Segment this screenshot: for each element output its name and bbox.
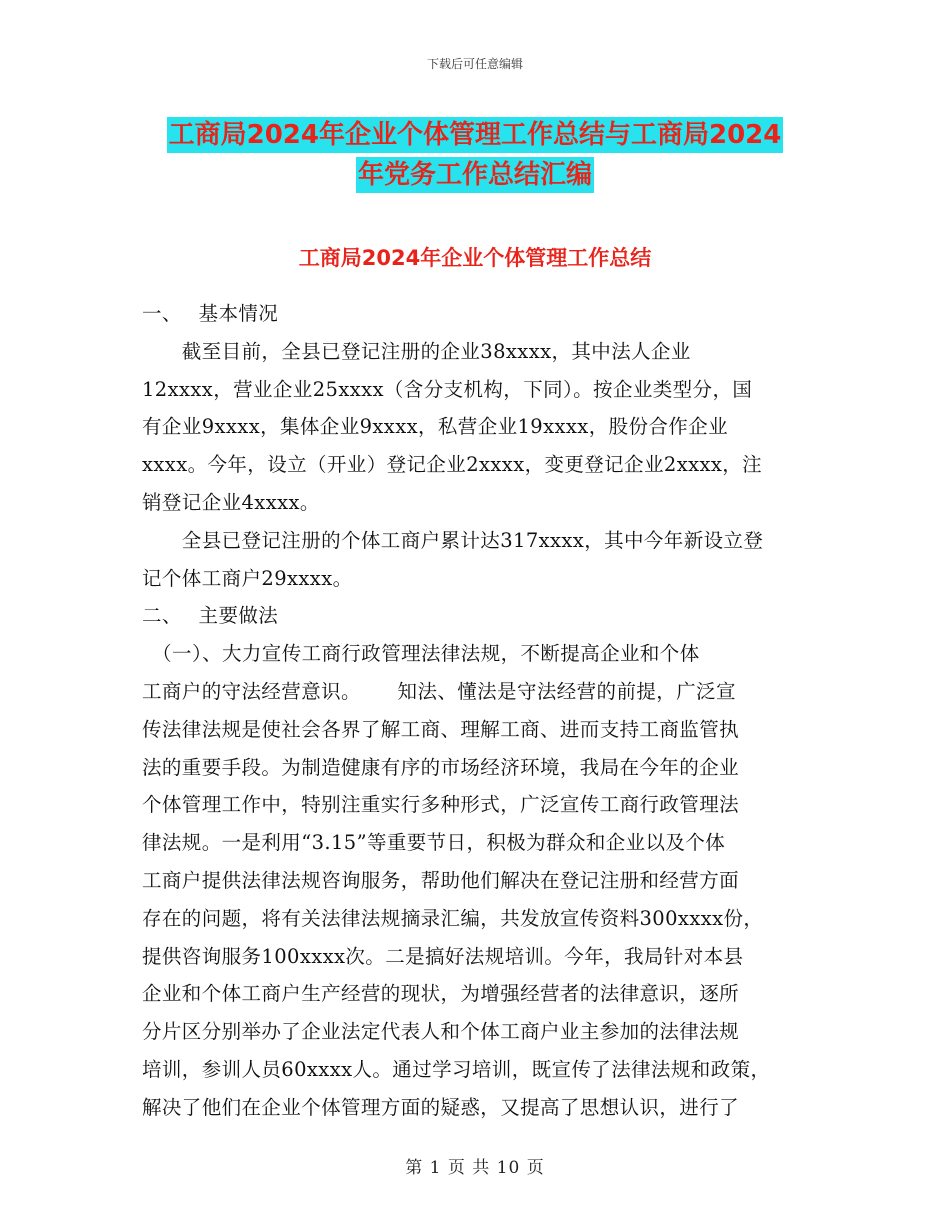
highlighted-title-text: 年党务工作总结汇编 — [356, 157, 594, 193]
body-line: 12xxxx，营业企业25xxxx（含分支机构，下同）。按企业类型分，国 — [142, 377, 753, 401]
body-line: 存在的问题，将有关法律法规摘录汇编，共发放宣传资料300xxxx份， — [142, 906, 764, 930]
body-line: （一）、大力宣传工商行政管理法律法规，不断提高企业和个体 — [142, 642, 700, 666]
body-line: 工商户提供法律法规咨询服务，帮助他们解决在登记注册和经营方面 — [142, 868, 740, 892]
body-line: 个体管理工作中，特别注重实行多种形式，广泛宣传工商行政管理法 — [142, 793, 740, 817]
body-line: 法的重要手段。为制造健康有序的市场经济环境，我局在今年的企业 — [142, 755, 740, 779]
body-line: 截至目前，全县已登记注册的企业38xxxx，其中法人企业 — [142, 339, 691, 363]
body-line: 二、 主要做法 — [142, 604, 279, 628]
body-line: 解决了他们在企业个体管理方面的疑惑，又提高了思想认识，进行了 — [142, 1095, 740, 1119]
page-header: 下载后可任意编辑 — [426, 57, 523, 71]
section-title: 工商局2024年企业个体管理工作总结 — [298, 246, 652, 270]
body-line: 销登记企业4xxxx。 — [142, 490, 320, 514]
page-number-footer: 第 1 页 共 10 页 — [405, 1158, 545, 1178]
body-line: 培训，参训人员60xxxx人。通过学习培训，既宣传了法律法规和政策， — [142, 1057, 771, 1081]
document-body — [142, 295, 822, 1127]
body-line: 律法规。一是利用“3.15”等重要节日，积极为群众和企业以及个体 — [142, 831, 726, 855]
body-line: 提供咨询服务100xxxx次。二是搞好法规培训。今年，我局针对本县 — [142, 944, 744, 968]
body-line: 全县已登记注册的个体工商户累计达317xxxx，其中今年新设立登 — [142, 528, 764, 552]
body-line: 企业和个体工商户生产经营的现状，为增强经营者的法律意识，逐所 — [142, 982, 740, 1006]
body-line: xxxx。今年，设立（开业）登记企业2xxxx，变更登记企业2xxxx，注 — [142, 453, 763, 477]
body-line: 有企业9xxxx，集体企业9xxxx，私营企业19xxxx，股份合作企业 — [142, 415, 728, 439]
document-title-line-2 — [0, 152, 950, 198]
body-line: 分片区分别举办了企业法定代表人和个体工商户业主参加的法律法规 — [142, 1020, 740, 1044]
body-line: 传法律法规是使社会各界了解工商、理解工商、进而支持工商监管执 — [142, 717, 740, 741]
highlighted-title-text: 工商局2024年企业个体管理工作总结与工商局2024 — [167, 117, 784, 153]
body-line: 一、 基本情况 — [142, 302, 279, 325]
body-line: 工商户的守法经营意识。 知法、懂法是守法经营的前提，广泛宣 — [142, 679, 736, 703]
body-line: 记个体工商户29xxxx。 — [142, 566, 353, 590]
